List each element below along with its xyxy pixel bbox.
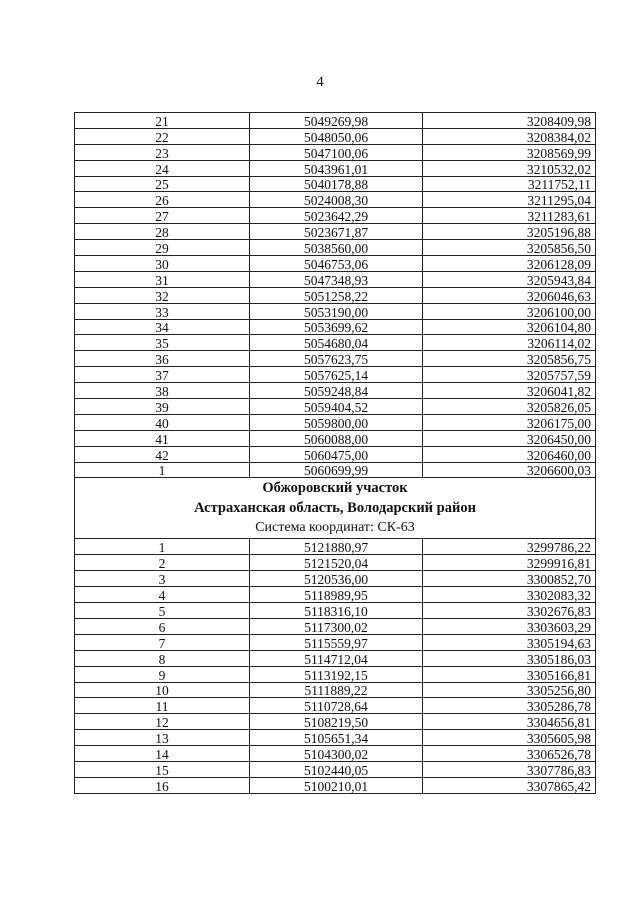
y-coordinate-cell: 3208384,02 — [423, 128, 596, 144]
point-number-cell: 42 — [75, 446, 250, 462]
table-row — [75, 224, 596, 240]
section1-rows — [75, 113, 596, 478]
x-coordinate-cell: 5059248,84 — [250, 383, 423, 399]
y-coordinate-cell: 3205856,50 — [423, 240, 596, 256]
y-coordinate-cell: 3305286,78 — [423, 698, 596, 714]
point-number-cell: 6 — [75, 618, 250, 634]
point-number-cell: 41 — [75, 430, 250, 446]
point-number-cell: 21 — [75, 113, 250, 129]
table-row — [75, 208, 596, 224]
x-coordinate-cell: 5047348,93 — [250, 271, 423, 287]
table-row — [75, 144, 596, 160]
table-row — [75, 714, 596, 730]
y-coordinate-cell: 3205826,05 — [423, 399, 596, 415]
section2-heading — [75, 478, 596, 539]
x-coordinate-cell: 5115559,97 — [250, 634, 423, 650]
table-row — [75, 650, 596, 666]
point-number-cell: 39 — [75, 399, 250, 415]
x-coordinate-cell: 5060475,00 — [250, 446, 423, 462]
x-coordinate-cell: 5110728,64 — [250, 698, 423, 714]
table-row — [75, 777, 596, 793]
table-row — [75, 319, 596, 335]
y-coordinate-cell: 3205757,59 — [423, 367, 596, 383]
point-number-cell: 24 — [75, 160, 250, 176]
table-row — [75, 351, 596, 367]
x-coordinate-cell: 5053190,00 — [250, 303, 423, 319]
y-coordinate-cell: 3299786,22 — [423, 539, 596, 555]
point-number-cell: 14 — [75, 746, 250, 762]
y-coordinate-cell: 3307786,83 — [423, 761, 596, 777]
point-number-cell: 13 — [75, 730, 250, 746]
y-coordinate-cell: 3206104,80 — [423, 319, 596, 335]
point-number-cell: 2 — [75, 555, 250, 571]
point-number-cell: 23 — [75, 144, 250, 160]
table-row — [75, 682, 596, 698]
table-row — [75, 746, 596, 762]
y-coordinate-cell: 3206128,09 — [423, 256, 596, 272]
y-coordinate-cell: 3305166,81 — [423, 666, 596, 682]
table-row — [75, 128, 596, 144]
table-row — [75, 634, 596, 650]
point-number-cell: 33 — [75, 303, 250, 319]
y-coordinate-cell: 3307865,42 — [423, 777, 596, 793]
y-coordinate-cell: 3305605,98 — [423, 730, 596, 746]
y-coordinate-cell: 3299916,81 — [423, 555, 596, 571]
x-coordinate-cell: 5060699,99 — [250, 462, 423, 478]
x-coordinate-cell: 5108219,50 — [250, 714, 423, 730]
point-number-cell: 9 — [75, 666, 250, 682]
y-coordinate-cell: 3300852,70 — [423, 571, 596, 587]
x-coordinate-cell: 5105651,34 — [250, 730, 423, 746]
table-row — [75, 603, 596, 619]
y-coordinate-cell: 3206100,00 — [423, 303, 596, 319]
table-row — [75, 192, 596, 208]
table-row — [75, 730, 596, 746]
table-row — [75, 176, 596, 192]
table-row — [75, 571, 596, 587]
y-coordinate-cell: 3208569,99 — [423, 144, 596, 160]
table-row — [75, 303, 596, 319]
x-coordinate-cell: 5060088,00 — [250, 430, 423, 446]
page-number: 4 — [316, 74, 324, 90]
point-number-cell: 1 — [75, 539, 250, 555]
x-coordinate-cell: 5047100,06 — [250, 144, 423, 160]
x-coordinate-cell: 5102440,05 — [250, 761, 423, 777]
x-coordinate-cell: 5043961,01 — [250, 160, 423, 176]
y-coordinate-cell: 3302083,32 — [423, 587, 596, 603]
y-coordinate-cell: 3211752,11 — [423, 176, 596, 192]
x-coordinate-cell: 5038560,00 — [250, 240, 423, 256]
table-row — [75, 555, 596, 571]
x-coordinate-cell: 5046753,06 — [250, 256, 423, 272]
point-number-cell: 26 — [75, 192, 250, 208]
y-coordinate-cell: 3302676,83 — [423, 603, 596, 619]
table-row — [75, 399, 596, 415]
point-number-cell: 35 — [75, 335, 250, 351]
table-row — [75, 335, 596, 351]
x-coordinate-cell: 5104300,02 — [250, 746, 423, 762]
x-coordinate-cell: 5118316,10 — [250, 603, 423, 619]
table-row — [75, 287, 596, 303]
point-number-cell: 30 — [75, 256, 250, 272]
y-coordinate-cell: 3205196,88 — [423, 224, 596, 240]
x-coordinate-cell: 5111889,22 — [250, 682, 423, 698]
y-coordinate-cell: 3205856,75 — [423, 351, 596, 367]
point-number-cell: 28 — [75, 224, 250, 240]
x-coordinate-cell: 5053699,62 — [250, 319, 423, 335]
y-coordinate-cell: 3305194,63 — [423, 634, 596, 650]
point-number-cell: 3 — [75, 571, 250, 587]
table-row — [75, 113, 596, 129]
table-row — [75, 539, 596, 555]
x-coordinate-cell: 5120536,00 — [250, 571, 423, 587]
point-number-cell: 38 — [75, 383, 250, 399]
point-number-cell: 5 — [75, 603, 250, 619]
y-coordinate-cell: 3306526,78 — [423, 746, 596, 762]
table-row — [75, 698, 596, 714]
y-coordinate-cell: 3211283,61 — [423, 208, 596, 224]
table-row — [75, 462, 596, 478]
y-coordinate-cell: 3206460,00 — [423, 446, 596, 462]
point-number-cell: 25 — [75, 176, 250, 192]
x-coordinate-cell: 5118989,95 — [250, 587, 423, 603]
x-coordinate-cell: 5059404,52 — [250, 399, 423, 415]
point-number-cell: 40 — [75, 414, 250, 430]
table-row — [75, 271, 596, 287]
table-row — [75, 587, 596, 603]
y-coordinate-cell: 3206046,63 — [423, 287, 596, 303]
point-number-cell: 1 — [75, 462, 250, 478]
table-row — [75, 240, 596, 256]
section-region: Астраханская область, Володарский район — [75, 498, 596, 518]
y-coordinate-cell: 3211295,04 — [423, 192, 596, 208]
y-coordinate-cell: 3206600,03 — [423, 462, 596, 478]
table-row — [75, 761, 596, 777]
x-coordinate-cell: 5048050,06 — [250, 128, 423, 144]
y-coordinate-cell: 3206175,00 — [423, 414, 596, 430]
y-coordinate-cell: 3303603,29 — [423, 618, 596, 634]
point-number-cell: 32 — [75, 287, 250, 303]
point-number-cell: 11 — [75, 698, 250, 714]
coordinates-table — [74, 112, 596, 794]
y-coordinate-cell: 3208409,98 — [423, 113, 596, 129]
x-coordinate-cell: 5023671,87 — [250, 224, 423, 240]
x-coordinate-cell: 5054680,04 — [250, 335, 423, 351]
point-number-cell: 10 — [75, 682, 250, 698]
point-number-cell: 29 — [75, 240, 250, 256]
x-coordinate-cell: 5113192,15 — [250, 666, 423, 682]
point-number-cell: 31 — [75, 271, 250, 287]
table-row — [75, 446, 596, 462]
y-coordinate-cell: 3206041,82 — [423, 383, 596, 399]
point-number-cell: 8 — [75, 650, 250, 666]
point-number-cell: 37 — [75, 367, 250, 383]
y-coordinate-cell: 3305256,80 — [423, 682, 596, 698]
x-coordinate-cell: 5051258,22 — [250, 287, 423, 303]
x-coordinate-cell: 5121880,97 — [250, 539, 423, 555]
x-coordinate-cell: 5057623,75 — [250, 351, 423, 367]
x-coordinate-cell: 5057625,14 — [250, 367, 423, 383]
x-coordinate-cell: 5114712,04 — [250, 650, 423, 666]
table-row — [75, 256, 596, 272]
x-coordinate-cell: 5023642,29 — [250, 208, 423, 224]
x-coordinate-cell: 5024008,30 — [250, 192, 423, 208]
table-row — [75, 666, 596, 682]
x-coordinate-cell: 5049269,98 — [250, 113, 423, 129]
y-coordinate-cell: 3210532,02 — [423, 160, 596, 176]
point-number-cell: 16 — [75, 777, 250, 793]
point-number-cell: 27 — [75, 208, 250, 224]
point-number-cell: 36 — [75, 351, 250, 367]
point-number-cell: 15 — [75, 761, 250, 777]
y-coordinate-cell: 3205943,84 — [423, 271, 596, 287]
y-coordinate-cell: 3305186,03 — [423, 650, 596, 666]
point-number-cell: 7 — [75, 634, 250, 650]
y-coordinate-cell: 3206450,00 — [423, 430, 596, 446]
x-coordinate-cell: 5117300,02 — [250, 618, 423, 634]
point-number-cell: 22 — [75, 128, 250, 144]
x-coordinate-cell: 5059800,00 — [250, 414, 423, 430]
point-number-cell: 4 — [75, 587, 250, 603]
table-row — [75, 414, 596, 430]
x-coordinate-cell: 5040178,88 — [250, 176, 423, 192]
table-row — [75, 618, 596, 634]
y-coordinate-cell: 3206114,02 — [423, 335, 596, 351]
x-coordinate-cell: 5100210,01 — [250, 777, 423, 793]
point-number-cell: 12 — [75, 714, 250, 730]
table-row — [75, 430, 596, 446]
x-coordinate-cell: 5121520,04 — [250, 555, 423, 571]
coordinate-system: Система координат: СК-63 — [75, 518, 596, 539]
section2-rows — [75, 539, 596, 793]
table-row — [75, 367, 596, 383]
section-title: Обжоровский участок — [75, 478, 596, 499]
point-number-cell: 34 — [75, 319, 250, 335]
y-coordinate-cell: 3304656,81 — [423, 714, 596, 730]
table-row — [75, 160, 596, 176]
table-row — [75, 383, 596, 399]
